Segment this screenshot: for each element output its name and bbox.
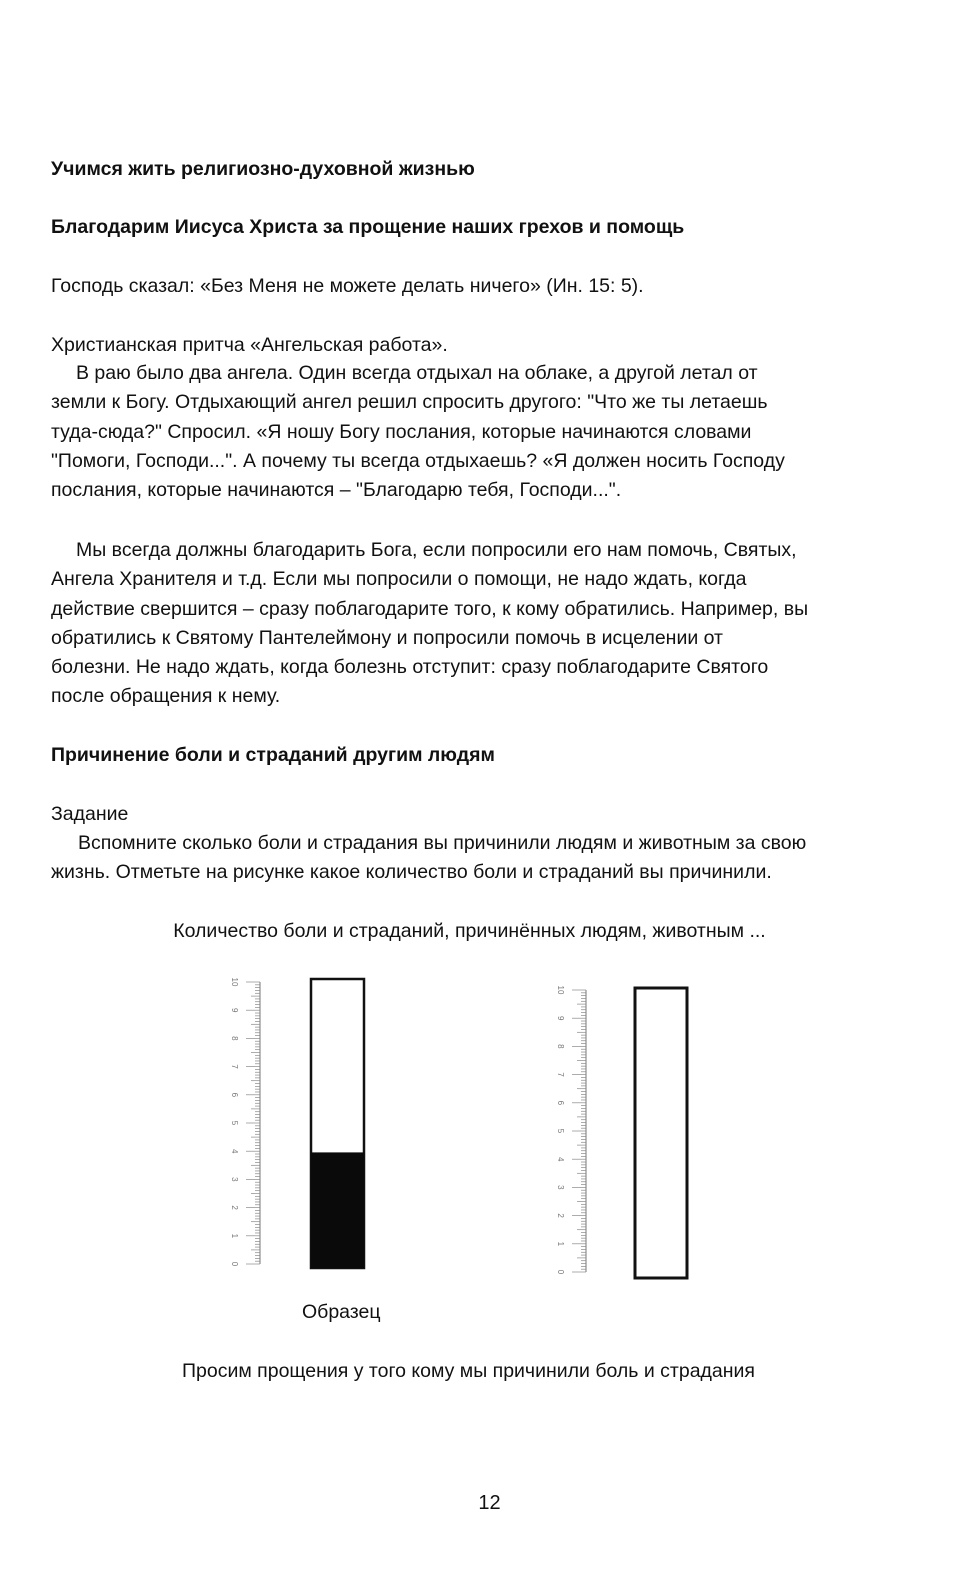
ruler-label: 8 bbox=[555, 1044, 565, 1049]
paragraph-line: туда-сюда?" Спросил. «Я ношу Богу послания, которые начинаются словами bbox=[51, 420, 752, 443]
ruler-label: 7 bbox=[229, 1064, 239, 1069]
ruler-label: 2 bbox=[555, 1213, 565, 1218]
paragraph-line: Вспомните сколько боли и страдания вы причинили людям и животным за свою bbox=[78, 832, 807, 854]
closing-line: Просим прощения у того кому мы причинили боль и страдания bbox=[182, 1360, 755, 1382]
sample-bar bbox=[306, 975, 368, 1272]
section-heading: Учимся жить религиозно-духовной жизнью bbox=[51, 158, 475, 180]
ruler-label: 6 bbox=[555, 1100, 565, 1106]
ruler-label: 4 bbox=[229, 1148, 239, 1154]
ruler-label: 10 bbox=[229, 977, 239, 987]
parable-paragraph bbox=[51, 359, 911, 505]
section-heading: Причинение боли и страданий другим людям bbox=[51, 744, 495, 766]
ruler-label: 8 bbox=[229, 1036, 239, 1041]
paragraph-line: после обращения к нему. bbox=[51, 685, 281, 708]
section-heading: Благодарим Иисуса Христа за прощение наших грехов и помощь bbox=[51, 216, 685, 238]
paragraph-line: Ангела Хранителя и т.д. Если мы попросили о помощи, не надо ждать, когда bbox=[51, 568, 747, 591]
paragraph-line: Мы всегда должны благодарить Бога, если попросили его нам помочь, Святых, bbox=[76, 539, 797, 561]
paragraph-line: В раю было два ангела. Один всегда отдыхал на облаке, а другой летал от bbox=[76, 362, 758, 384]
bar-fill bbox=[311, 1152, 364, 1268]
ruler-label: 4 bbox=[555, 1156, 565, 1162]
ruler-label: 7 bbox=[555, 1072, 565, 1077]
sample-caption: Образец bbox=[302, 1301, 381, 1323]
ruler-label: 1 bbox=[229, 1233, 239, 1239]
ruler-label: 3 bbox=[229, 1177, 239, 1182]
thanks-paragraph bbox=[51, 536, 911, 712]
blank-ruler bbox=[548, 980, 594, 1282]
ruler-label: 5 bbox=[229, 1120, 239, 1126]
answer-bar[interactable] bbox=[630, 983, 692, 1282]
ruler-label: 9 bbox=[555, 1015, 565, 1021]
ruler-label: 0 bbox=[555, 1269, 565, 1275]
paragraph-line: послания, которые начинаются – "Благодарю тебя, Господи...". bbox=[51, 479, 622, 502]
paragraph-line: обратились к Святому Пантелеймону и попросили помочь в исцелении от bbox=[51, 626, 723, 649]
ruler-label: 5 bbox=[555, 1128, 565, 1134]
scripture-quote: Господь сказал: «Без Меня не можете делать ничего» (Ин. 15: 5). bbox=[51, 275, 644, 297]
ruler-label: 9 bbox=[229, 1007, 239, 1013]
ruler-label: 2 bbox=[229, 1205, 239, 1210]
ruler-label: 0 bbox=[229, 1261, 239, 1267]
ruler-label: 3 bbox=[555, 1185, 565, 1190]
parable-title: Христианская притча «Ангельская работа». bbox=[51, 334, 448, 356]
ruler-label: 10 bbox=[555, 985, 565, 995]
task-paragraph bbox=[51, 829, 911, 888]
paragraph-line: болезни. Не надо ждать, когда болезнь отступит: сразу поблагодарите Святого bbox=[51, 656, 769, 679]
paragraph-line: земли к Богу. Отдыхающий ангел решил спросить другого: "Что же ты летаешь bbox=[51, 391, 768, 414]
page-number: 12 bbox=[478, 1492, 501, 1514]
sample-ruler bbox=[222, 972, 268, 1274]
bar-outline bbox=[635, 988, 687, 1278]
paragraph-line: жизнь. Отметьте на рисунке какое количество боли и страданий вы причинили. bbox=[51, 861, 772, 884]
ruler-label: 6 bbox=[229, 1092, 239, 1098]
ruler-label: 1 bbox=[555, 1241, 565, 1247]
paragraph-line: "Помоги, Господи...". А почему ты всегда отдыхаешь? «Я должен носить Господу bbox=[51, 449, 785, 472]
figure-title: Количество боли и страданий, причинённых людям, животным ... bbox=[173, 920, 766, 942]
paragraph-line: действие свершится – сразу поблагодарите того, к кому обратились. Например, вы bbox=[51, 597, 809, 620]
task-label: Задание bbox=[51, 803, 129, 825]
